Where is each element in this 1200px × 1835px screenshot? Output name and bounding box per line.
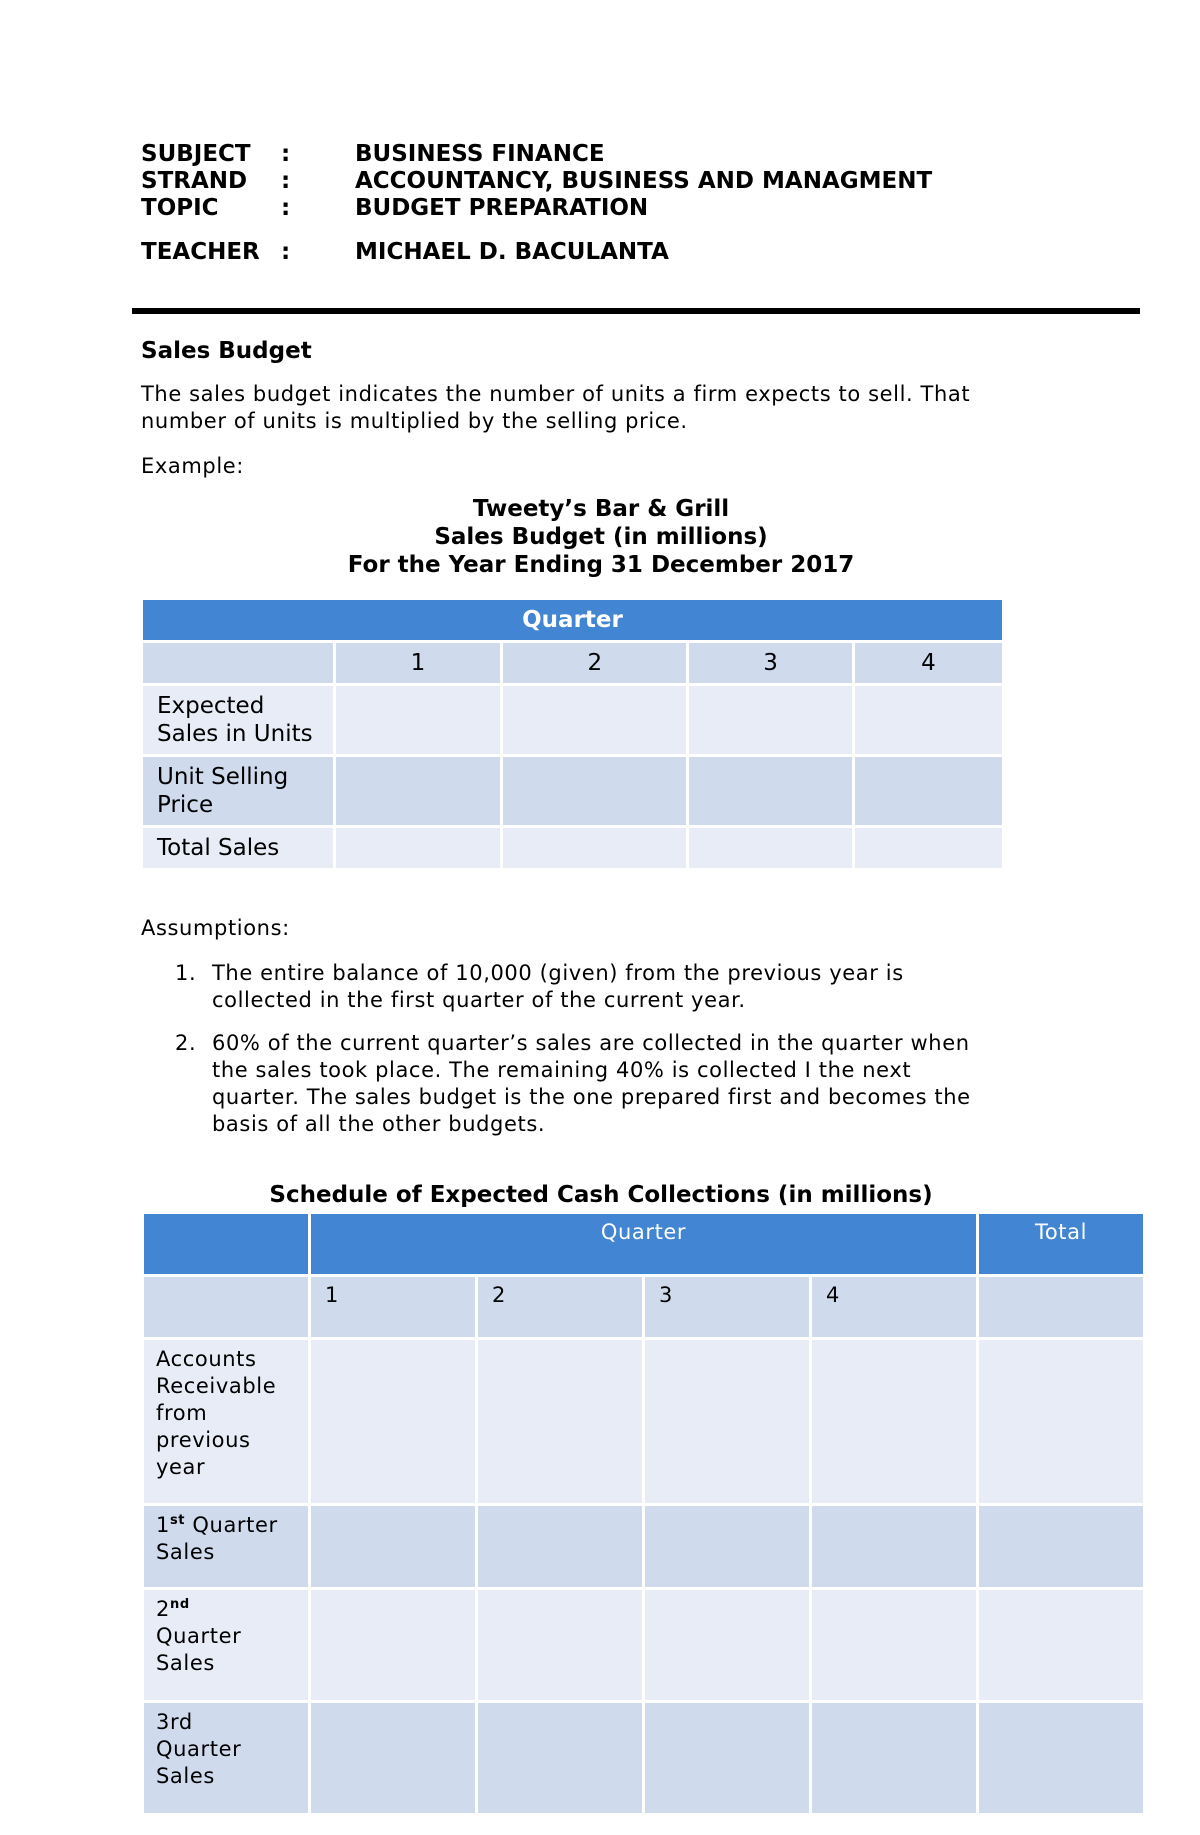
table-header-row <box>143 600 1002 640</box>
data-cell <box>645 1703 809 1813</box>
list-line: The entire balance of 10,000 (given) from the previous year is <box>212 961 904 985</box>
row-label-line <box>156 1596 296 1623</box>
table-row <box>144 1590 1143 1700</box>
teacher-label: TEACHER <box>141 239 260 265</box>
list-text <box>212 960 1075 1014</box>
ordinal-number: 1 <box>156 1513 170 1537</box>
data-cell <box>812 1340 976 1503</box>
strand-label: STRAND <box>141 168 248 194</box>
list-line: collected in the first quarter of the current year. <box>212 988 746 1012</box>
row-label-1st-quarter-sales <box>144 1506 308 1587</box>
assumptions-heading: Assumptions: <box>141 916 290 940</box>
example-label: Example: <box>141 454 244 478</box>
teacher-separator: : <box>281 239 291 265</box>
topic-value: BUDGET PREPARATION <box>355 195 649 221</box>
row-label-line: Receivable <box>156 1374 277 1398</box>
row-label-expected-sales <box>143 686 333 754</box>
data-cell <box>979 1703 1143 1813</box>
ordinal-suffix: st <box>169 1513 186 1528</box>
header-divider <box>132 308 1140 314</box>
row-label-total-sales: Total Sales <box>143 828 333 868</box>
intro-line-1: The sales budget indicates the number of units a firm expects to sell. That <box>141 382 971 406</box>
list-line: quarter. The sales budget is the one prepared first and becomes the <box>212 1085 971 1109</box>
data-cell <box>336 828 501 868</box>
data-cell <box>855 757 1002 825</box>
data-cell <box>311 1506 475 1587</box>
list-text <box>212 1030 1075 1138</box>
list-line: the sales took place. The remaining 40% is collected I the next <box>212 1058 912 1082</box>
strand-separator: : <box>281 168 291 194</box>
sales-budget-title <box>141 495 1061 579</box>
table-row <box>143 757 1002 825</box>
table-row <box>143 686 1002 754</box>
table-row <box>143 828 1002 868</box>
data-cell <box>336 757 501 825</box>
data-cell <box>812 1590 976 1700</box>
data-cell <box>336 686 501 754</box>
quarter-4-header: 4 <box>855 643 1002 683</box>
sales-budget-table <box>140 597 1005 871</box>
row-label-line: Sales <box>156 1764 215 1788</box>
quarter-3-header: 3 <box>689 643 852 683</box>
corner-cell <box>143 643 333 683</box>
topic-separator: : <box>281 195 291 221</box>
data-cell <box>812 1703 976 1813</box>
list-line: 60% of the current quarter’s sales are collected in the quarter when <box>212 1031 970 1055</box>
company-name: Tweety’s Bar & Grill <box>472 496 730 522</box>
data-cell <box>689 757 852 825</box>
total-cell <box>979 1277 1143 1337</box>
data-cell <box>478 1590 642 1700</box>
quarter-1-header: 1 <box>336 643 501 683</box>
corner-cell <box>144 1277 308 1337</box>
subject-value: BUSINESS FINANCE <box>355 141 605 167</box>
data-cell <box>478 1506 642 1587</box>
row-label-line: Quarter <box>156 1737 242 1761</box>
ordinal-suffix: nd <box>169 1597 190 1612</box>
data-cell <box>311 1590 475 1700</box>
data-cell <box>645 1340 809 1503</box>
row-label-line: Sales <box>156 1540 215 1564</box>
row-label-line: Sales in Units <box>157 721 313 747</box>
list-line: basis of all the other budgets. <box>212 1112 546 1136</box>
intro-line-2: number of units is multiplied by the selling price. <box>141 409 688 433</box>
data-cell <box>645 1506 809 1587</box>
row-label-accounts-receivable <box>144 1340 308 1503</box>
topic-label: TOPIC <box>141 195 219 221</box>
subject-separator: : <box>281 141 291 167</box>
data-cell <box>979 1340 1143 1503</box>
data-cell <box>855 828 1002 868</box>
quarter-2-header: 2 <box>478 1277 642 1337</box>
corner-cell <box>144 1214 308 1274</box>
list-number: 2. <box>175 1031 197 1055</box>
row-label-line: Sales <box>156 1651 215 1675</box>
row-label-line: 3rd <box>156 1710 193 1734</box>
row-label-line <box>156 1512 296 1539</box>
quarter-3-header: 3 <box>645 1277 809 1337</box>
row-label-line: Accounts <box>156 1347 257 1371</box>
row-label-line: Price <box>157 792 214 818</box>
data-cell <box>478 1703 642 1813</box>
strand-value: ACCOUNTANCY, BUSINESS AND MANAGMENT <box>355 168 933 194</box>
row-label-line: Unit Selling <box>157 764 289 790</box>
budget-period: For the Year Ending 31 December 2017 <box>347 552 855 578</box>
data-cell <box>645 1590 809 1700</box>
subject-label: SUBJECT <box>141 141 251 167</box>
quarter-4-header: 4 <box>812 1277 976 1337</box>
data-cell <box>689 686 852 754</box>
cash-collections-table <box>141 1211 1146 1816</box>
row-label-line: from <box>156 1401 208 1425</box>
row-label-2nd-quarter-sales <box>144 1590 308 1700</box>
data-cell <box>689 828 852 868</box>
data-cell <box>311 1340 475 1503</box>
row-label-line: year <box>156 1455 206 1479</box>
quarter-2-header: 2 <box>503 643 686 683</box>
sales-budget-heading: Sales Budget <box>141 338 312 364</box>
ordinal-rest: Quarter <box>185 1513 278 1537</box>
quarter-header: Quarter <box>311 1214 976 1274</box>
data-cell <box>478 1340 642 1503</box>
sales-budget-intro <box>141 381 970 435</box>
row-label-line: Quarter <box>156 1624 242 1648</box>
data-cell <box>503 686 686 754</box>
table-row <box>144 1506 1143 1587</box>
data-cell <box>311 1703 475 1813</box>
table-row <box>144 1703 1143 1813</box>
row-label-line: Expected <box>157 693 265 719</box>
table-header-row <box>144 1214 1143 1274</box>
quarter-1-header: 1 <box>311 1277 475 1337</box>
data-cell <box>979 1506 1143 1587</box>
list-number: 1. <box>175 961 197 985</box>
assumption-item-1 <box>175 960 1075 1014</box>
quarter-number-row <box>144 1277 1143 1337</box>
ordinal-number: 2 <box>156 1597 170 1621</box>
row-label-line: previous <box>156 1428 251 1452</box>
total-header: Total <box>979 1214 1143 1274</box>
assumption-item-2 <box>175 1030 1075 1138</box>
data-cell <box>812 1506 976 1587</box>
data-cell <box>855 686 1002 754</box>
row-label-3rd-quarter-sales <box>144 1703 308 1813</box>
budget-name: Sales Budget (in millions) <box>434 524 768 550</box>
data-cell <box>503 757 686 825</box>
quarter-header: Quarter <box>143 600 1002 640</box>
data-cell <box>979 1590 1143 1700</box>
table-row <box>144 1340 1143 1503</box>
quarter-number-row <box>143 643 1002 683</box>
data-cell <box>503 828 686 868</box>
teacher-value: MICHAEL D. BACULANTA <box>355 239 669 265</box>
row-label-unit-price <box>143 757 333 825</box>
cash-collections-title: Schedule of Expected Cash Collections (in millions) <box>269 1182 933 1208</box>
